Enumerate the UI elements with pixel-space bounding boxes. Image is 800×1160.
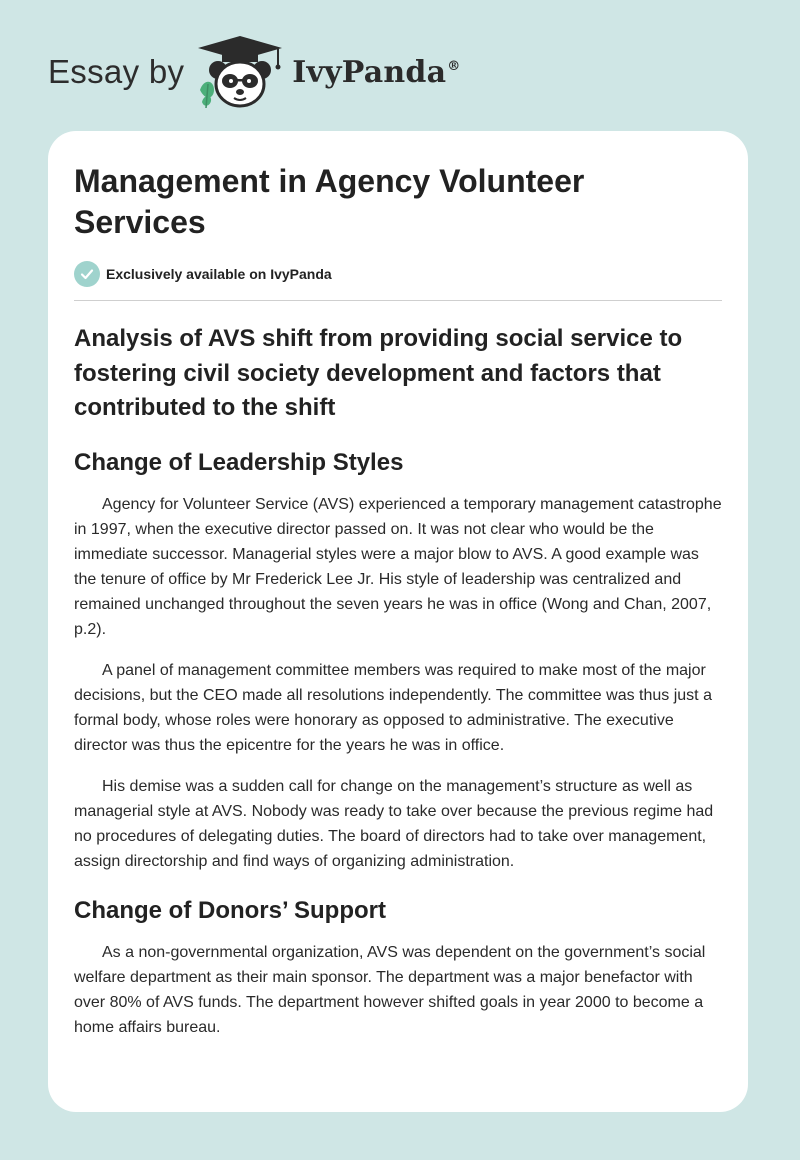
panda-logo-icon[interactable] — [194, 34, 286, 110]
subsection-heading-donors: Change of Donors’ Support — [74, 896, 386, 924]
exclusive-badge-label: Exclusively available on IvyPanda — [106, 266, 332, 282]
paragraph: As a non-governmental organization, AVS was dependent on the government’s social welfare department as their main sponsor. The department was a major benefactor with over 80% of AVS funds. The department however shifted goals in year 2000 to become a home affairs bureau. — [74, 943, 706, 1036]
subsection-heading-leadership: Change of Leadership Styles — [74, 448, 404, 476]
registered-mark: ® — [447, 58, 461, 74]
site-header — [48, 34, 460, 110]
article-title: Management in Agency Volunteer Services — [74, 163, 585, 240]
section-heading: Analysis of AVS shift from providing social service to fostering civil society development and factors that contributed to the shift — [74, 325, 683, 421]
brand-name[interactable] — [292, 55, 460, 90]
essay-by-label: Essay by — [48, 53, 185, 90]
paragraph: His demise was a sudden call for change on the management’s structure as well as managerial style at AVS. Nobody was ready to take over because the previous regime had no procedures of delegating duties. The board of directors had to take over management, assign directorship and find ways of organizing administration. — [74, 777, 714, 870]
paragraph: Agency for Volunteer Service (AVS) experienced a temporary management catastrophe in 1997, when the executive director passed on. It was not clear who would be the immediate successor. Managerial styles were a major blow to AVS. A good example was the tenure of office by Mr Frederick Lee Jr. His style of leadership was centralized and remained unchanged throughout the seven years he was in office (Wong and Chan, 2007, p.2). — [74, 495, 722, 638]
article-card — [48, 131, 748, 1112]
check-icon — [74, 261, 100, 287]
brand-name-text: IvyPanda — [292, 54, 447, 90]
paragraph: A panel of management committee members was required to make most of the major decisions, but the CEO made all resolutions independently. The committee was thus just a formal body, whose roles were honorary as opposed to administrative. The executive director was thus the epicentre for the years he was in office. — [74, 661, 712, 754]
exclusive-badge — [74, 261, 722, 287]
title-divider — [74, 300, 722, 301]
